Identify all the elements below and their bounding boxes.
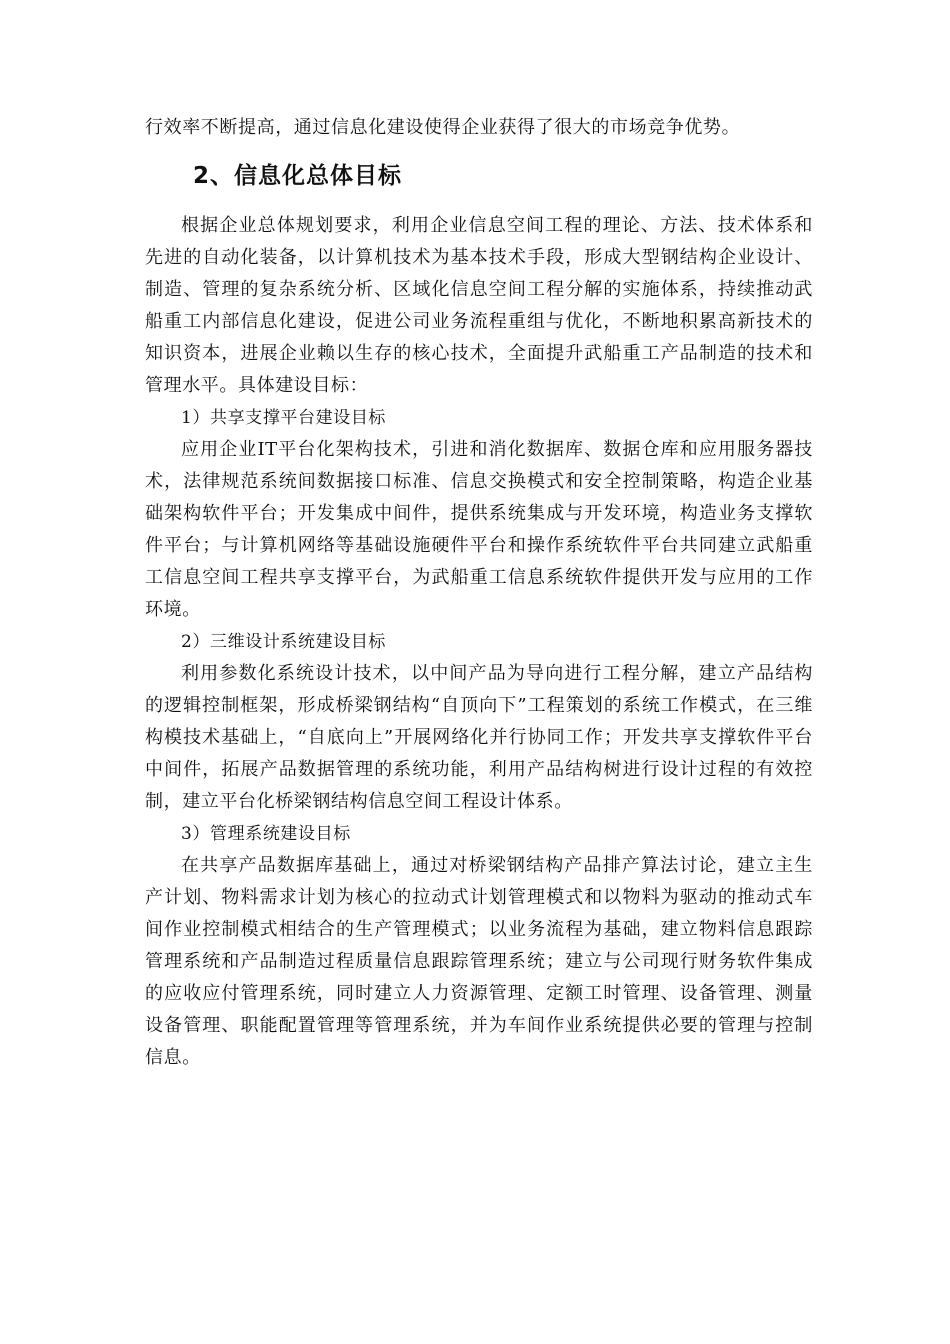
goal-1-title: 1）共享支撑平台建设目标 (181, 408, 387, 428)
overview-paragraph: 根据企业总体规划要求，利用企业信息空间工程的理论、方法、技术体系和先进的自动化装备，以计算机技术为基本技术手段，形成大型钢结构企业设计、制造、管理的复杂系统分析、区域化信息空间工程分解的实施体系，持续推动武船重工内部信息化建设，促进公司业务流程重组与优化，不断地积累高新技术的知识资本，进展企业赖以生存的核心技术，全面提升武船重工产品制造的技术和管理水平。具体建设目标： (145, 215, 813, 396)
goal-1-body: 应用企业IT平台化架构技术，引进和消化数据库、数据仓库和应用服务器技术，法律规范系统间数据接口标准、信息交换模式和安全控制策略，构造企业基础架构软件平台；开发集成中间件，提供系统集成与开发环境，构造业务支撑软件平台；与计算机网络等基础设施硬件平台和操作系统软件平台共同建立武船重工信息空间工程共享支撑平台，为武船重工信息系统软件提供开发与应用的工作环境。 (145, 439, 813, 620)
goal-3-body: 在共享产品数据库基础上，通过对桥梁钢结构产品排产算法讨论，建立主生产计划、物料需求计划为核心的拉动式计划管理模式和以物料为驱动的推动式车间作业控制模式相结合的生产管理模式；以业务流程为基础，建立物料信息跟踪管理系统和产品制造过程质量信息跟踪管理系统；建立与公司现行财务软件集成的应收应付管理系统，同时建立人力资源管理、定额工时管理、设备管理、测量设备管理、职能配置管理等管理系统，并为车间作业系统提供必要的管理与控制信息。 (145, 855, 813, 1068)
goal-3-title: 3）管理系统建设目标 (181, 824, 351, 844)
goal-2-body: 利用参数化系统设计技术，以中间产品为导向进行工程分解，建立产品结构的逻辑控制框架，形成桥梁钢结构“自顶向下”工程策划的系统工作模式，在三维构模技术基础上，“自底向上”开展网络化并行协同工作；开发共享支撑软件平台中间件，拓展产品数据管理的系统功能，利用产品结构树进行设计过程的有效控制，建立平台化桥梁钢结构信息空间工程设计体系。 (145, 663, 813, 812)
goal-2-title: 2）三维设计系统建设目标 (181, 632, 387, 652)
document-page (145, 112, 813, 1074)
intro-continuation-paragraph: 行效率不断提高，通过信息化建设使得企业获得了很大的市场竞争优势。 (145, 117, 741, 138)
section-heading: 2、信息化总体目标 (193, 163, 403, 189)
